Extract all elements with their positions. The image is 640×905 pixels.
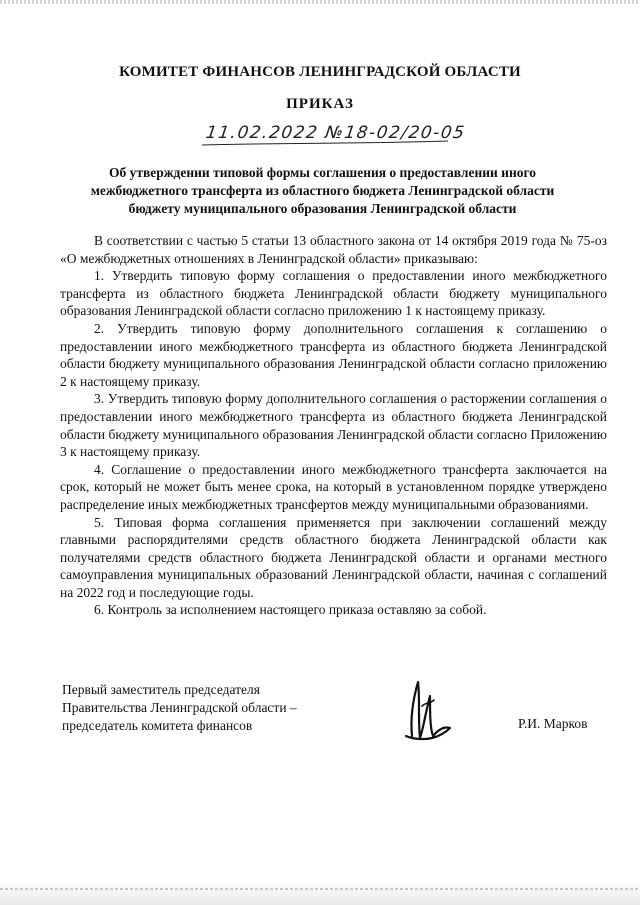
handwritten-number-text: 11.02.2022 №18-02/20-05 <box>204 123 467 143</box>
body-paragraph: В соответствии с частью 5 статьи 13 областного закона от 14 октября 2019 года № 75-оз «О межбюджетных отношениях в Ленинградской области» приказываю: <box>60 233 607 266</box>
body-paragraph: 4. Соглашение о предоставлении иного межбюджетного трансферта заключается на срок, который не может быть менее срока, на который в установленном порядке утверждено распределение иных межбюджетных трансфертов между муниципальными образованиями. <box>60 461 607 512</box>
document-title: Об утверждении типовой формы соглашения о предоставлении иного межбюджетного трансферта из областного бюджета Ленинградской области бюджету муниципального образования Ленинградской области <box>90 165 555 216</box>
body-paragraph: 1. Утвердить типовую форму соглашения о предоставлении иного межбюджетного трансферта из областного бюджета Ленинградской области бюджету муниципального образования Ленинградской области согласно приложению 1 к настоящему приказу. <box>60 268 607 319</box>
scan-noise-line <box>0 888 640 890</box>
handwritten-date-number <box>200 121 467 151</box>
signatory-position-line: председатель комитета финансов <box>62 718 253 733</box>
handwritten-signature <box>400 676 460 746</box>
body-paragraph: 3. Утвердить типовую форму дополнительного соглашения о расторжении соглашения о предоставлении иного межбюджетного трансферта из областного бюджета Ленинградской области бюджету муниципального образования Ленинградской области согласно Приложению 3 к настоящему приказу. <box>60 391 607 460</box>
scan-edge-top <box>0 0 640 4</box>
body-paragraph: 6. Контроль за исполнением настоящего приказа оставляю за собой. <box>94 602 487 618</box>
body-paragraph: 2. Утвердить типовую форму дополнительного соглашения к соглашению о предоставлении иного межбюджетного трансферта из областного бюджета Ленинградской области бюджету муниципального образования Ленинградской области согласно приложению 2 к настоящему приказу. <box>60 320 607 389</box>
signatory-position-line: Правительства Ленинградской области – <box>62 700 297 715</box>
signatory-name: Р.И. Марков <box>518 716 588 731</box>
document-type: ПРИКАЗ <box>286 96 354 112</box>
signatory-position-line: Первый заместитель председателя <box>62 682 260 697</box>
scan-edge-bottom <box>0 880 640 905</box>
signatory-position <box>62 681 297 735</box>
body-paragraph: 5. Типовая форма соглашения применяется при заключении соглашений между главными распорядителями средств областного бюджета Ленинградской области как получателями средств областного бюджета Ленинградской области и органами местного самоуправления муниципальных образований Ленинградской области, начиная с соглашений на 2022 год и последующие годы. <box>60 514 607 600</box>
document-body <box>60 232 607 619</box>
organization-name: КОМИТЕТ ФИНАНСОВ ЛЕНИНГРАДСКОЙ ОБЛАСТИ <box>119 64 521 80</box>
